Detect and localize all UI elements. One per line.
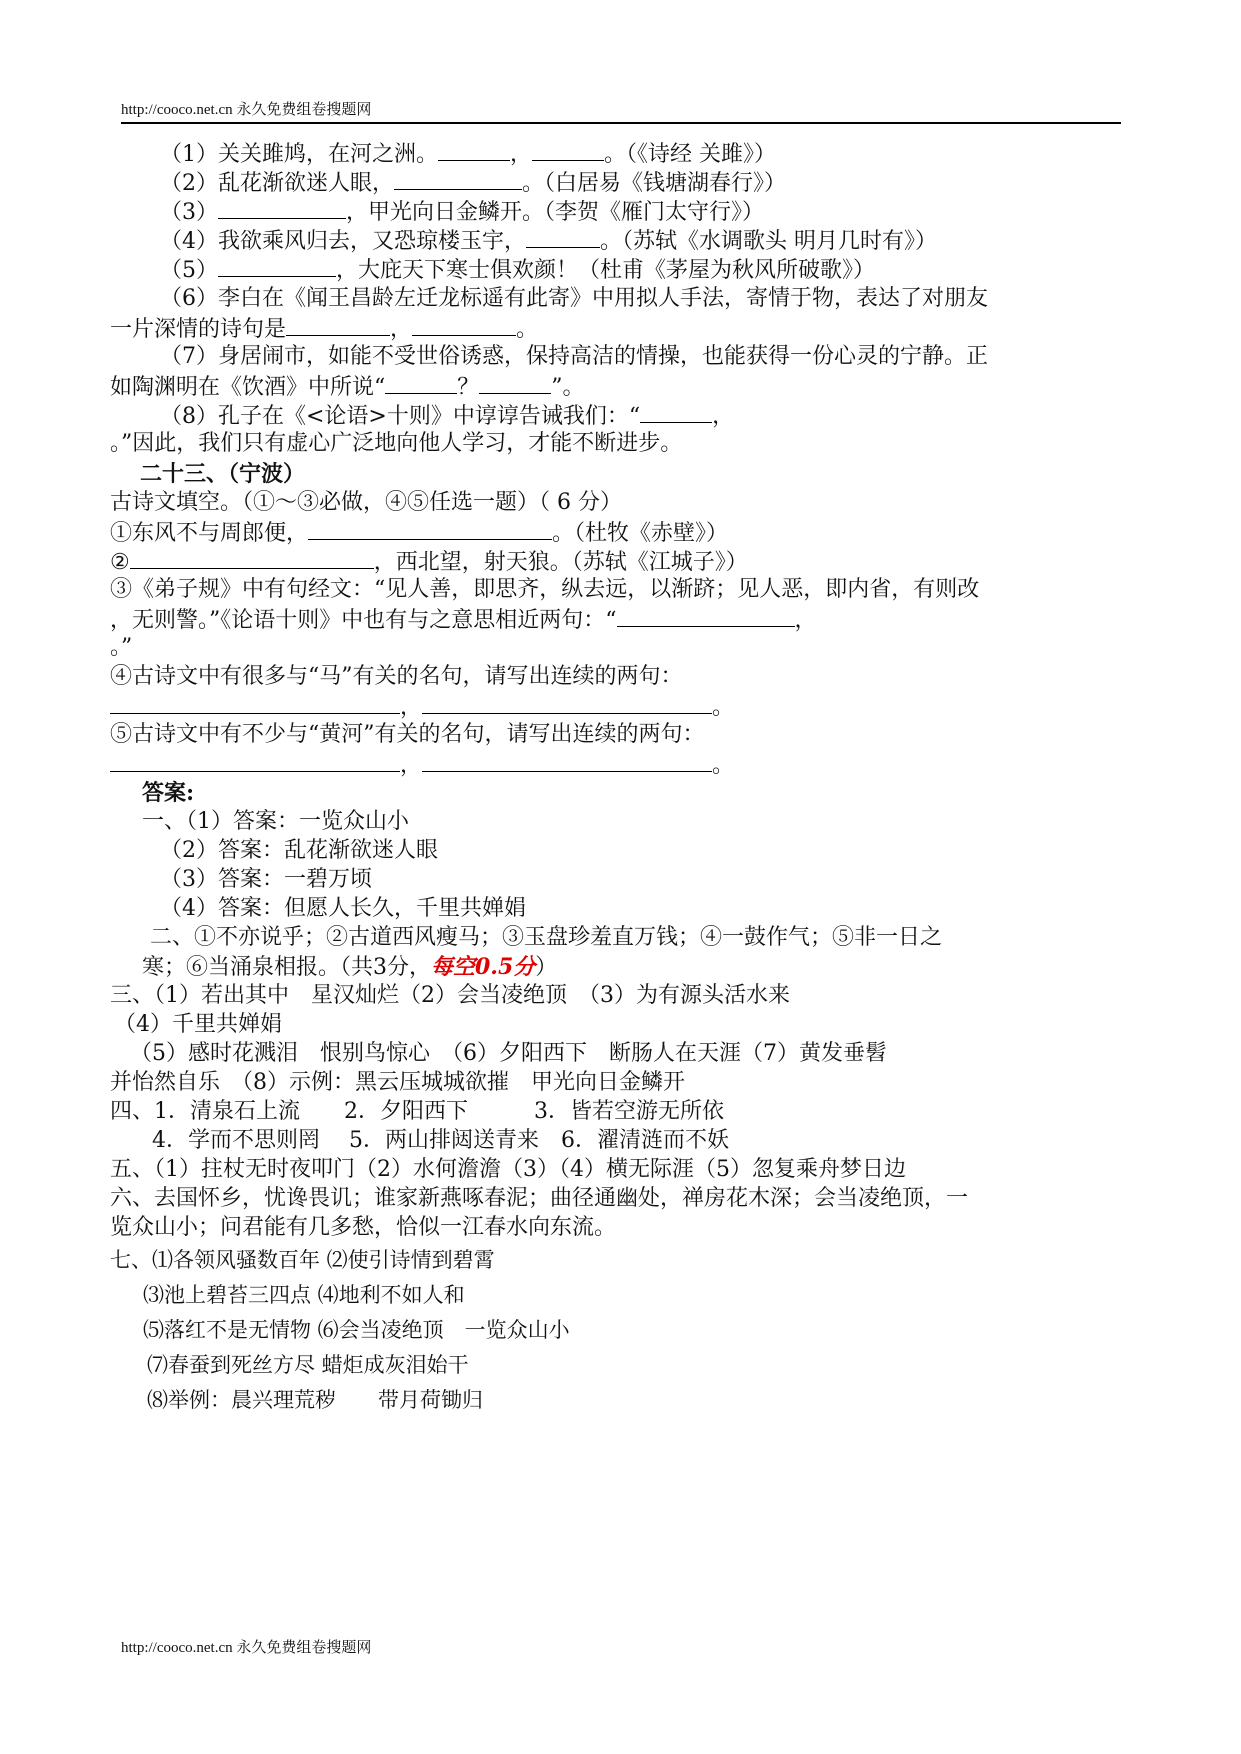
answer-blank	[438, 140, 510, 161]
answer-blank	[130, 548, 374, 569]
answer-blank	[532, 140, 604, 161]
question-6-line1: （6）李白在《闻王昌龄左迁龙标遥有此寄》中用拟人手法，寄情于物，表达了对朋友	[160, 286, 988, 311]
answer-7-line4: ⑺春蚕到死丝方尽 蜡炬成灰泪始干	[147, 1353, 469, 1377]
answer-blank	[110, 751, 400, 772]
fill-item-5-line1: ⑤古诗文中有不少与“黄河”有关的名句，请写出连续的两句：	[110, 722, 705, 747]
answer-5: 五、（1）拄杖无时夜叩门（2）水何澹澹（3）（4）横无际涯（5）忽复乘舟梦日边	[110, 1157, 906, 1182]
answer-blank	[412, 315, 516, 336]
answer-blank	[286, 315, 390, 336]
answer-7-line2: ⑶池上碧苔三四点 ⑷地利不如人和	[143, 1283, 465, 1307]
section-intro: 古诗文填空。（①～③必做，④⑤任选一题）（ 6 分）	[110, 490, 622, 515]
answer-3-line3: （5）感时花溅泪 恨别鸟惊心 （6）夕阳西下 断肠人在天涯（7）黄发垂髫	[130, 1041, 887, 1066]
answer-1-1: 一、（1）答案：一览众山小	[142, 809, 409, 834]
answer-blank	[218, 256, 336, 277]
answer-blank	[422, 693, 712, 714]
page-footer: http://cooco.net.cn 永久免费组卷搜题网	[121, 1640, 372, 1656]
fill-item-5-line2: ， 。	[110, 751, 734, 779]
answer-blank	[526, 227, 600, 248]
question-7-line2: 如陶渊明在《饮酒》中所说“ ？ ”。	[110, 375, 585, 400]
fill-item-1: ①东风不与周郎便， 。（杜牧《赤壁》）	[110, 521, 729, 546]
question-4: （4）我欲乘风归去，又恐琼楼玉宇， 。（苏轼《水调歌头 明月几时有》）	[160, 229, 937, 254]
answer-blank	[110, 693, 400, 714]
fill-item-3-line2: ，无则警。”《论语十则》中也有与之意思相近两句：“ ，	[110, 608, 817, 633]
question-8-line2: 。”因此，我们只有虚心广泛地向他人学习，才能不断进步。	[110, 431, 683, 456]
answer-3-line2: （4）千里共婵娟	[114, 1012, 282, 1037]
fill-item-3-line3: 。”	[110, 635, 133, 660]
fill-item-4-line2: ， 。	[110, 693, 734, 721]
answer-blank	[308, 519, 552, 540]
question-5: （5） ，大庇天下寒士俱欢颜！（杜甫《茅屋为秋风所破歌》）	[160, 258, 876, 283]
answer-blank	[422, 751, 712, 772]
answer-blank	[640, 402, 712, 423]
question-7-line1: （7）身居闹市，如能不受世俗诱惑，保持高洁的情操，也能获得一份心灵的宁静。正	[160, 344, 988, 369]
question-6-line2: 一片深情的诗句是 ， 。	[110, 317, 539, 342]
header-divider	[121, 122, 1121, 124]
question-1: （1）关关雎鸠，在河之洲。 ， 。（《诗经 关雎》）	[160, 142, 777, 167]
answer-1-2: （2）答案：乱花渐欲迷人眼	[160, 838, 438, 863]
page-header: http://cooco.net.cn 永久免费组卷搜题网	[121, 102, 372, 118]
fill-item-4-line1: ④古诗文中有很多与“马”有关的名句，请写出连续的两句：	[110, 664, 683, 689]
answer-2-line1: 二、①不亦说乎；②古道西风瘦马；③玉盘珍羞直万钱；④一鼓作气；⑤非一日之	[150, 925, 943, 950]
question-2: （2）乱花渐欲迷人眼， 。（白居易《钱塘湖春行》）	[160, 171, 787, 196]
answer-6-line1: 六、去国怀乡，忧谗畏讥；谁家新燕啄春泥；曲径通幽处，禅房花木深；会当凌绝顶，一	[110, 1186, 969, 1211]
question-8-line1: （8）孔子在《<论语>十则》中谆谆告诫我们：“ ，	[160, 404, 735, 429]
answer-7-line3: ⑸落红不是无情物 ⑹会当凌绝顶 一览众山小	[143, 1318, 570, 1342]
answer-4-line1: 四、1．清泉石上流 2．夕阳西下 3．皆若空游无所依	[110, 1099, 724, 1124]
answer-3-line4: 并怡然自乐 （8）示例：黑云压城城欲摧 甲光向日金鳞开	[110, 1070, 685, 1095]
answer-6-line2: 览众山小；问君能有几多愁，恰似一江春水向东流。	[110, 1215, 617, 1240]
answer-blank	[617, 606, 795, 627]
answer-blank	[394, 169, 522, 190]
fill-item-2: ② ，西北望，射天狼。（苏轼《江城子》）	[110, 550, 748, 575]
question-3: （3） ，甲光向日金鳞开。（李贺《雁门太守行》）	[160, 200, 765, 225]
answer-7-line5: ⑻举例：晨兴理荒秽 带月荷锄归	[147, 1388, 483, 1412]
fill-item-3-line1: ③《弟子规》中有句经文：“见人善，即思齐，纵去远，以渐跻；见人恶，即内省，有则改	[110, 577, 980, 602]
answer-3-line1: 三、（1）若出其中 星汉灿烂（2）会当凌绝顶 （3）为有源头活水来	[110, 983, 790, 1008]
answers-title: 答案:	[142, 780, 195, 806]
section-title: 二十三、（宁波）	[140, 461, 306, 487]
answer-blank	[385, 373, 457, 394]
answer-blank	[218, 198, 346, 219]
answer-2-line2: 寒；⑥当涌泉相报。（共3分，每空0.5分）	[142, 954, 558, 980]
answer-4-line2: 4．学而不思则罔 5．两山排闼送青来 6．濯清涟而不妖	[152, 1128, 729, 1153]
answer-1-4: （4）答案：但愿人长久，千里共婵娟	[160, 896, 526, 921]
score-note: 每空0.5分	[431, 954, 536, 980]
answer-blank	[479, 373, 551, 394]
answer-1-3: （3）答案：一碧万顷	[160, 867, 372, 892]
answer-7-line1: 七、⑴各领风骚数百年 ⑵使引诗情到碧霄	[110, 1248, 495, 1272]
